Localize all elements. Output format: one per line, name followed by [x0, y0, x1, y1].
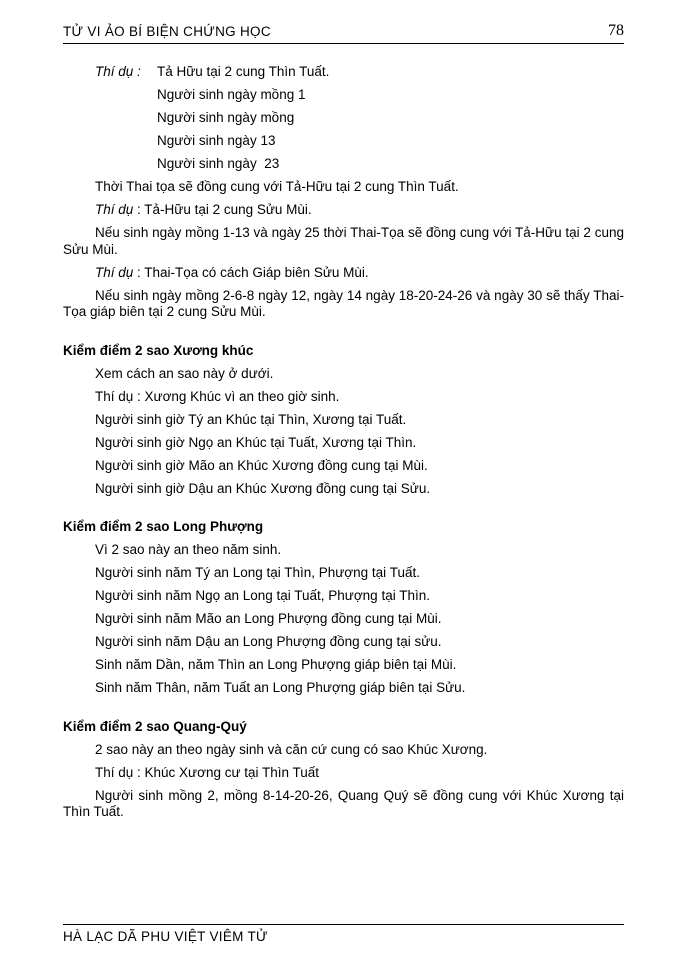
section-line: Người sinh giờ Dậu an Khúc Xương đồng cung tại Sửu.	[95, 480, 431, 496]
example-line: Người sinh ngày 23	[157, 156, 280, 171]
example-text: Tả Hữu tại 2 cung Thìn Tuất.	[157, 64, 330, 79]
example-line: Người sinh ngày 13	[157, 133, 276, 148]
section-line: Xem cách an sao này ở dưới.	[95, 365, 274, 381]
running-title: TỬ VI ẢO BÍ BIỆN CHỨNG HỌC	[63, 24, 271, 39]
section-heading: Kiểm điểm 2 sao Long Phượng	[63, 519, 264, 534]
page-footer	[63, 924, 624, 944]
footer-text: HÀ LẠC DÃ PHU VIỆT VIÊM TỬ	[63, 929, 268, 944]
section-heading: Kiểm điểm 2 sao Xương khúc	[63, 342, 254, 358]
page-body	[63, 64, 624, 827]
paragraph: Nếu sinh ngày mồng 1-13 và ngày 25 thời Thai-Tọa sẽ đồng cung với Tả-Hữu tại 2 cung Sửu Mùi.	[63, 225, 624, 257]
example-text: : Tả-Hữu tại 2 cung Sửu Mùi.	[133, 202, 312, 217]
section-line: Vì 2 sao này an theo năm sinh.	[95, 542, 282, 557]
example-line	[63, 202, 624, 219]
section-line: Người sinh giờ Mão an Khúc Xương đồng cung tại Mùi.	[95, 457, 428, 473]
section-line: Người sinh năm Dậu an Long Phượng đồng cung tại sửu.	[95, 634, 442, 649]
paragraph: Người sinh mồng 2, mồng 8-14-20-26, Quang Quý sẽ đồng cung với Khúc Xương tại Thìn Tuất.	[63, 787, 624, 819]
section-line: Người sinh năm Tý an Long tại Thìn, Phượng tại Tuất.	[95, 565, 420, 580]
section-heading: Kiểm điểm 2 sao Quang-Quý	[63, 718, 247, 734]
example-line: Người sinh ngày mồng 1	[157, 87, 306, 102]
example-line	[63, 265, 624, 282]
example-label: Thí dụ	[95, 264, 134, 280]
section-line: Sinh năm Thân, năm Tuất an Long Phượng giáp biên tại Sửu.	[95, 680, 466, 695]
section-line: Thí dụ : Xương Khúc vì an theo giờ sinh.	[95, 388, 340, 404]
example-label: Thí dụ	[95, 202, 134, 217]
section-line: Người sinh năm Mão an Long Phượng đồng cung tại Mùi.	[95, 611, 442, 626]
example-line: Người sinh ngày mồng	[157, 110, 295, 125]
section-line: 2 sao này an theo ngày sinh và căn cứ cung có sao Khúc Xương.	[95, 741, 488, 757]
page-number: 78	[608, 22, 624, 39]
example-first-line	[63, 64, 624, 81]
section-line: Sinh năm Dần, năm Thìn an Long Phượng giáp biên tại Mùi.	[95, 657, 457, 672]
section-line: Người sinh giờ Ngọ an Khúc tại Tuất, Xương tại Thìn.	[95, 434, 417, 450]
section-line: Thí dụ : Khúc Xương cư tại Thìn Tuất	[95, 764, 320, 780]
paragraph: Thời Thai tọa sẽ đồng cung với Tả-Hữu tại 2 cung Thìn Tuất.	[95, 179, 459, 194]
page-header	[63, 23, 624, 44]
example-text: : Thai-Tọa có cách Giáp biên Sửu Mùi.	[133, 264, 369, 280]
paragraph: Nếu sinh ngày mồng 2-6-8 ngày 12, ngày 14 ngày 18-20-24-26 và ngày 30 sẽ thấy Thai-Tọa giáp biên tại 2 cung Sửu Mùi.	[63, 287, 624, 319]
section-line: Người sinh giờ Tý an Khúc tại Thìn, Xương tại Tuất.	[95, 411, 407, 427]
section-line: Người sinh năm Ngọ an Long tại Tuất, Phượng tại Thìn.	[95, 588, 430, 603]
example-label: Thí dụ :	[95, 64, 141, 79]
